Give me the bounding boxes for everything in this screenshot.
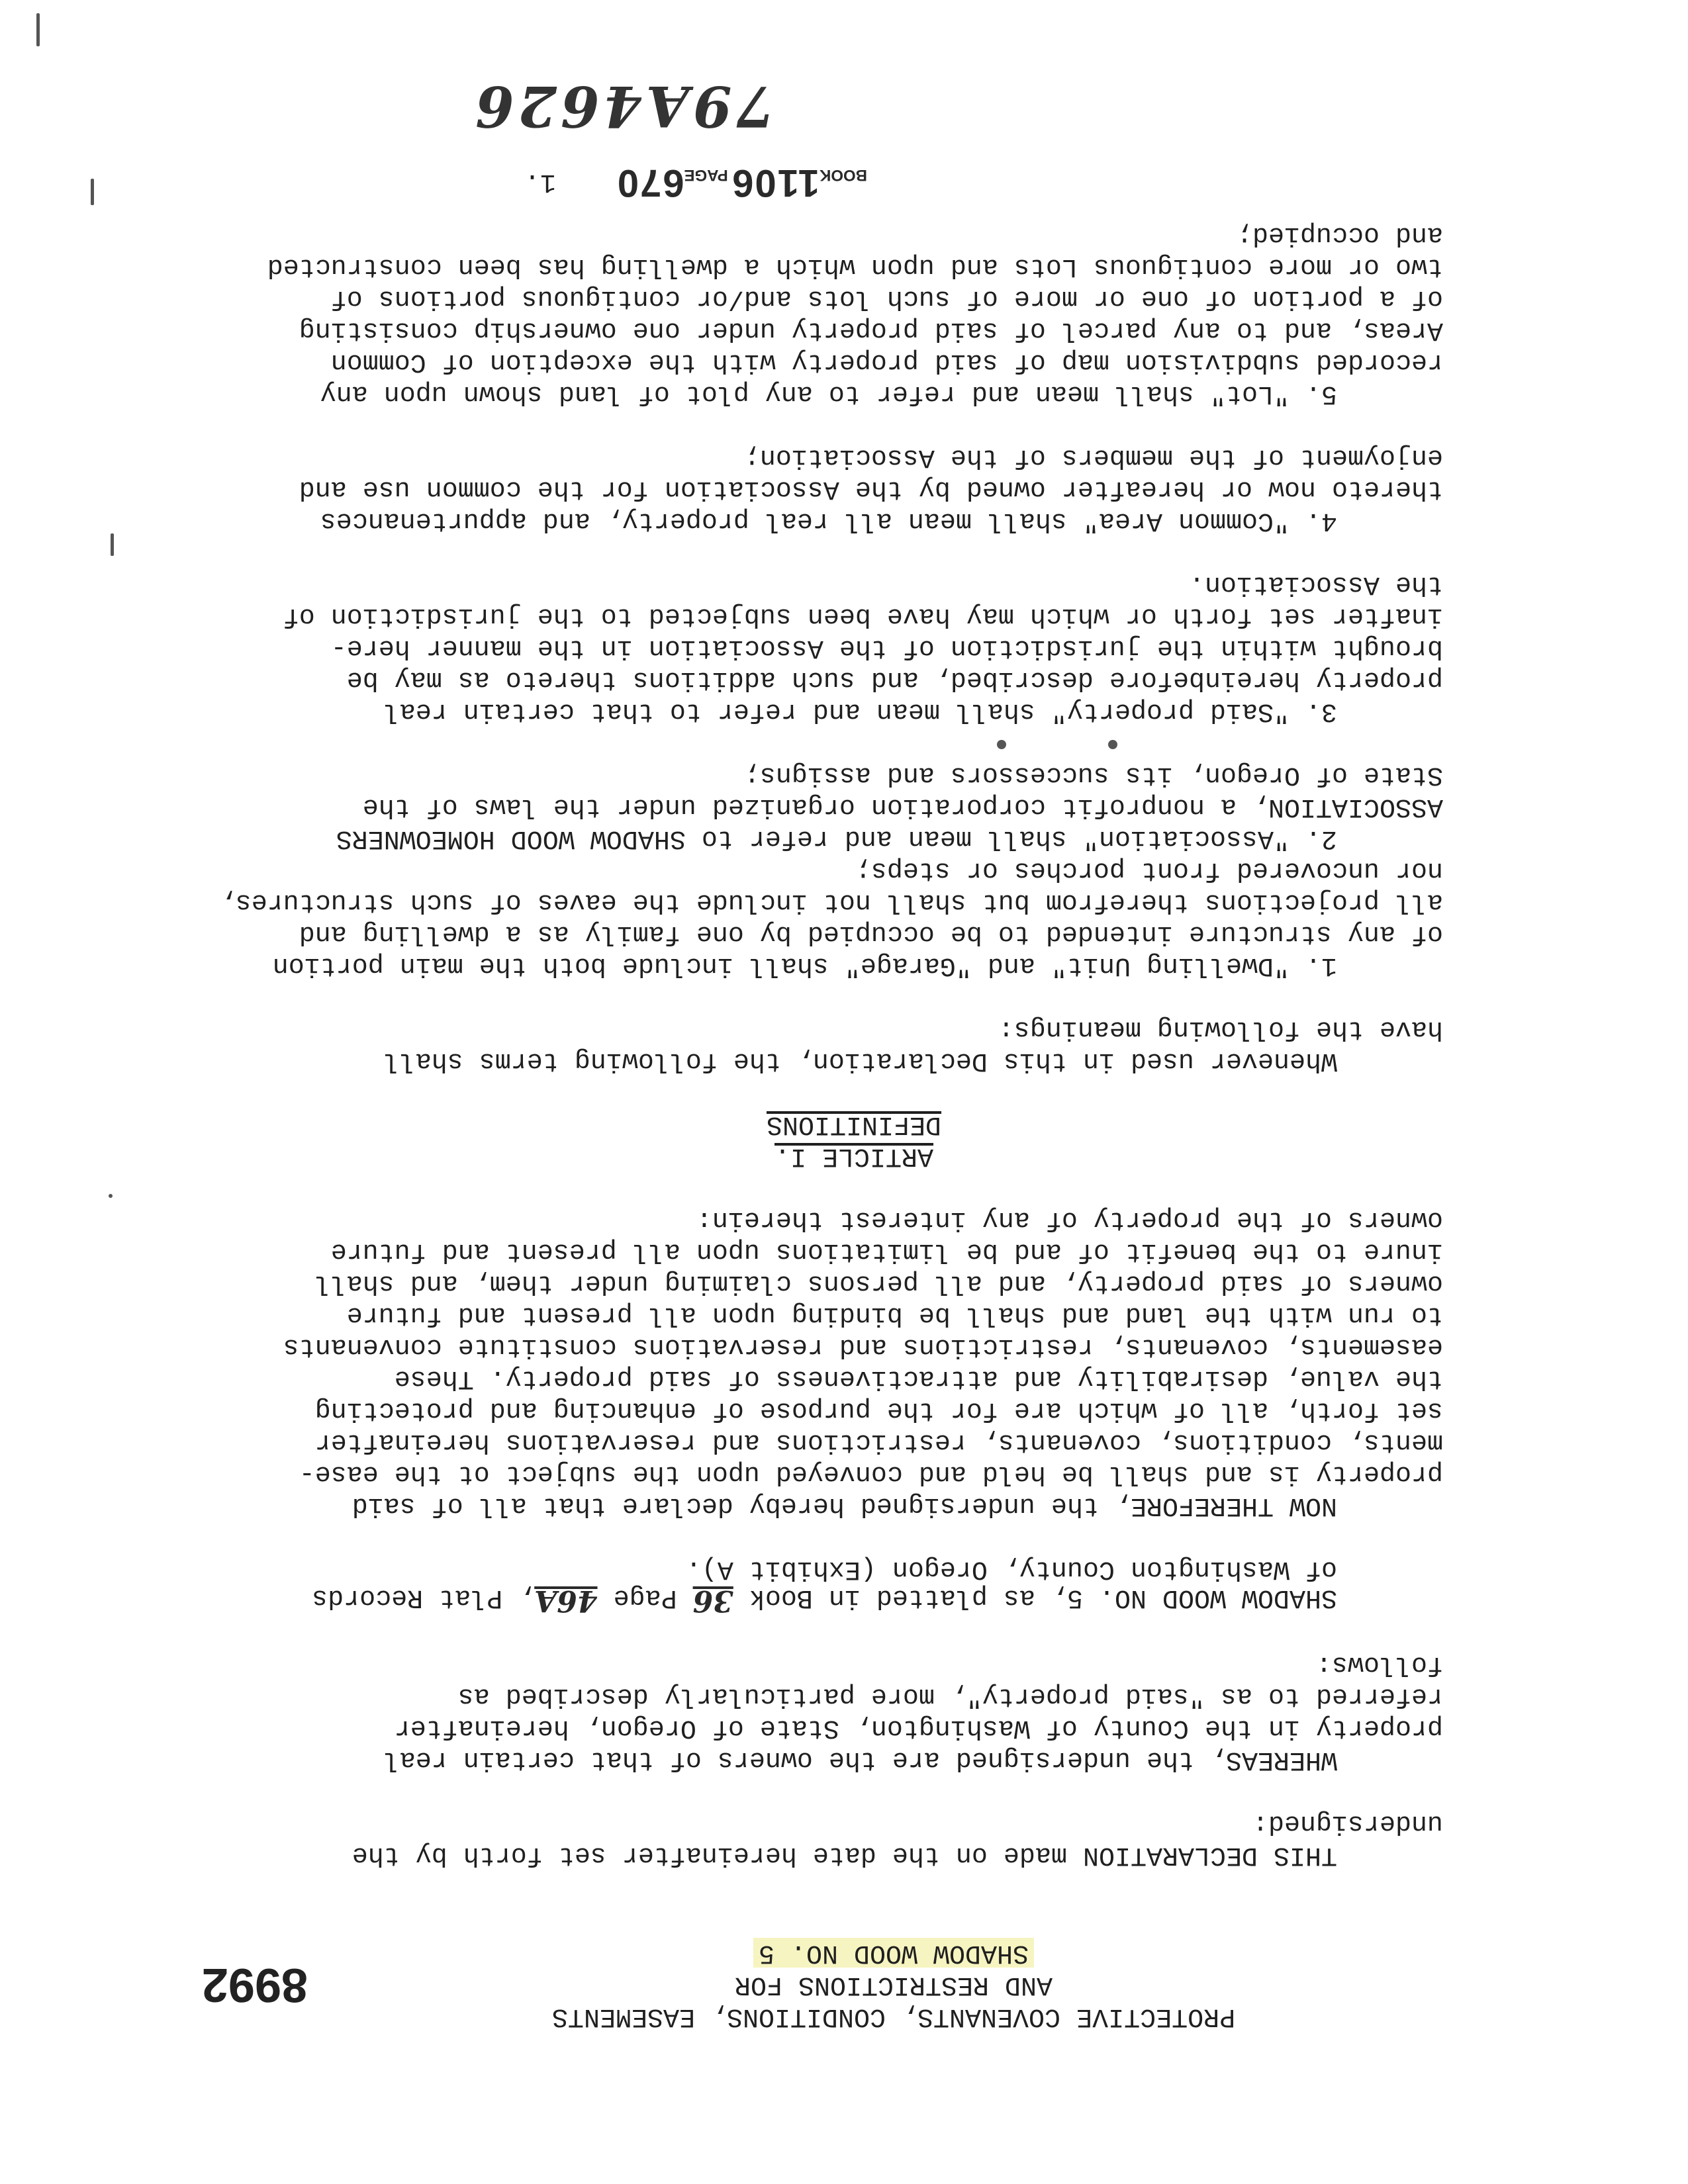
- article-number-text: ARTICLE I.: [774, 1141, 934, 1171]
- stamp-book: 1106: [731, 161, 820, 205]
- now-therefore-line-8: owners of said property, and all persons claiming under them, and shall: [314, 1268, 1443, 1298]
- page-handwritten: 46A: [534, 1584, 598, 1617]
- definition-4-line-2: thereto now or hereafter owned by the Association for the common use and: [299, 474, 1443, 504]
- title-highlight: SHADOW WOOD NO. 5: [753, 1938, 1034, 1968]
- now-therefore-line-6: easements, covenants, restrictions and reservations constitute convenants: [283, 1332, 1443, 1361]
- title-line-2: AND RESTRICTIONS FOR: [734, 1970, 1053, 1999]
- now-therefore-line-10: owners of the property of any interest therein:: [696, 1205, 1443, 1234]
- definition-1-line-1: 1. "Dwelling Unit" and "Garage" shall include both the main portion: [272, 950, 1337, 980]
- whereas-line-2: property in the County of Washington, State of Oregon, hereinafter: [394, 1713, 1443, 1743]
- stamp-page-label: PAGE: [684, 166, 728, 184]
- definition-1-line-4: nor uncovered front porches or steps;: [855, 855, 1443, 885]
- ink-speck: [1108, 740, 1117, 749]
- whereas-line-1: WHEREAS, the undersigned are the owners of that certain real: [383, 1745, 1337, 1774]
- article-number: [616, 1140, 1092, 1171]
- title-line-1: PROTECTIVE COVENANTS, CONDITIONS, EASEMENTS: [551, 2001, 1236, 2031]
- recording-stamp: [616, 161, 867, 205]
- definition-4-line-3: enjoyment of the members of the Association;: [743, 442, 1443, 472]
- definition-5-line-5: two or more contiguous Lots and upon which a dwelling has been constructed: [267, 251, 1443, 281]
- definition-2-line-2: ASSOCIATION, a nonprofit corporation organized under the laws of the: [362, 792, 1443, 821]
- intro-line-2: have the following meanings:: [998, 1014, 1443, 1044]
- now-therefore-line-3: ments, conditions, covenants, restrictions and reservations hereinafter: [314, 1427, 1443, 1457]
- now-therefore-line-5: the value, desirability and attractiveness of said property. These: [394, 1363, 1443, 1393]
- margin-mark: [36, 13, 40, 46]
- definition-3-line-1: 3. "Said property" shall mean and refer to that certain real: [383, 696, 1337, 726]
- now-therefore-line-7: to run with the land and shall be binding upon all present and future: [346, 1300, 1443, 1330]
- now-therefore-line-4: set forth, all of which are for the purpose of enhancing and protecting: [314, 1395, 1443, 1425]
- book-handwritten: 36: [692, 1584, 733, 1617]
- legal-description-line-2: of Washington County, Oregon (Exhibit A).: [685, 1554, 1337, 1584]
- legal-post: , Plat Records: [312, 1582, 535, 1612]
- legal-pre: SHADOW WOOD NO. 5, as platted in Book: [749, 1582, 1337, 1612]
- definition-3-line-5: the Association.: [1188, 569, 1443, 599]
- document-number: 8992: [201, 1958, 308, 2011]
- stamp-page: 670: [616, 161, 684, 205]
- margin-mark: [91, 179, 94, 205]
- definition-4-line-1: 4. "Common Area" shall mean all real property, and appurtenances: [320, 506, 1337, 535]
- article-heading-text: DEFINITIONS: [766, 1109, 942, 1139]
- preamble-line-1: THIS DECLARATION made on the date hereinafter set forth by the: [352, 1840, 1337, 1870]
- ink-speck: [997, 740, 1006, 749]
- preamble-line-2: undersigned:: [1252, 1808, 1443, 1838]
- definition-5-line-2: recorded subdivision map of said property with the exception of Common: [330, 347, 1443, 377]
- definition-3-line-3: brought within the jurisdiction of the Association in the manner here-: [330, 633, 1443, 662]
- now-therefore-line-9: inure to the benefit of and be limitations upon all present and future: [330, 1236, 1443, 1266]
- article-heading: [616, 1108, 1092, 1140]
- handwritten-number: 79A4626: [471, 73, 774, 139]
- definition-3-line-2: property hereinbefore described, and such additions thereto as may be: [346, 664, 1443, 694]
- definition-5-line-4: of a portion of one or more of such lots and/or contiguous portions of: [330, 283, 1443, 313]
- definition-5-line-1: 5. "Lot" shall mean and refer to any plot of land shown upon any: [320, 379, 1337, 408]
- margin-mark: [109, 1194, 113, 1198]
- page-number: 1.: [524, 167, 556, 197]
- now-therefore-line-1: NOW THEREFORE, the undersigned hereby declare that all of said: [352, 1490, 1337, 1520]
- stamp-book-label: BOOK: [820, 166, 867, 184]
- definition-1-line-3: all projections therefrom but shall not include the eaves of such structures,: [219, 887, 1443, 917]
- definition-1-line-2: of any structure intended to be occupied by one family as a dwelling and: [299, 919, 1443, 948]
- margin-mark: [111, 533, 114, 556]
- page-label: Page: [613, 1582, 677, 1612]
- title-line-3: [530, 1936, 1258, 1968]
- intro-line-1: Whenever used in this Declaration, the following terms shall: [383, 1046, 1337, 1075]
- now-therefore-line-2: property is and shall be held and conveyed upon the subject ot the ease-: [299, 1459, 1443, 1488]
- definition-5-line-6: and occupied;: [1236, 220, 1443, 250]
- definition-3-line-4: inafter set forth or which may have been subjected to the jurisdiction of: [283, 601, 1443, 631]
- definition-5-line-3: Areas, and to any parcel of said property under one ownership consisting: [299, 315, 1443, 345]
- legal-description-line-1: [312, 1581, 1337, 1616]
- whereas-line-4: follows:: [1315, 1649, 1443, 1679]
- whereas-line-3: referred to as "said property", more particularly described as: [457, 1681, 1443, 1711]
- definition-2-line-1: 2. "Association" shall mean and refer to SHADOW WOOD HOMEOWNERS: [336, 823, 1337, 853]
- definition-2-line-3: State of Oregon, its successors and assigns;: [743, 760, 1443, 790]
